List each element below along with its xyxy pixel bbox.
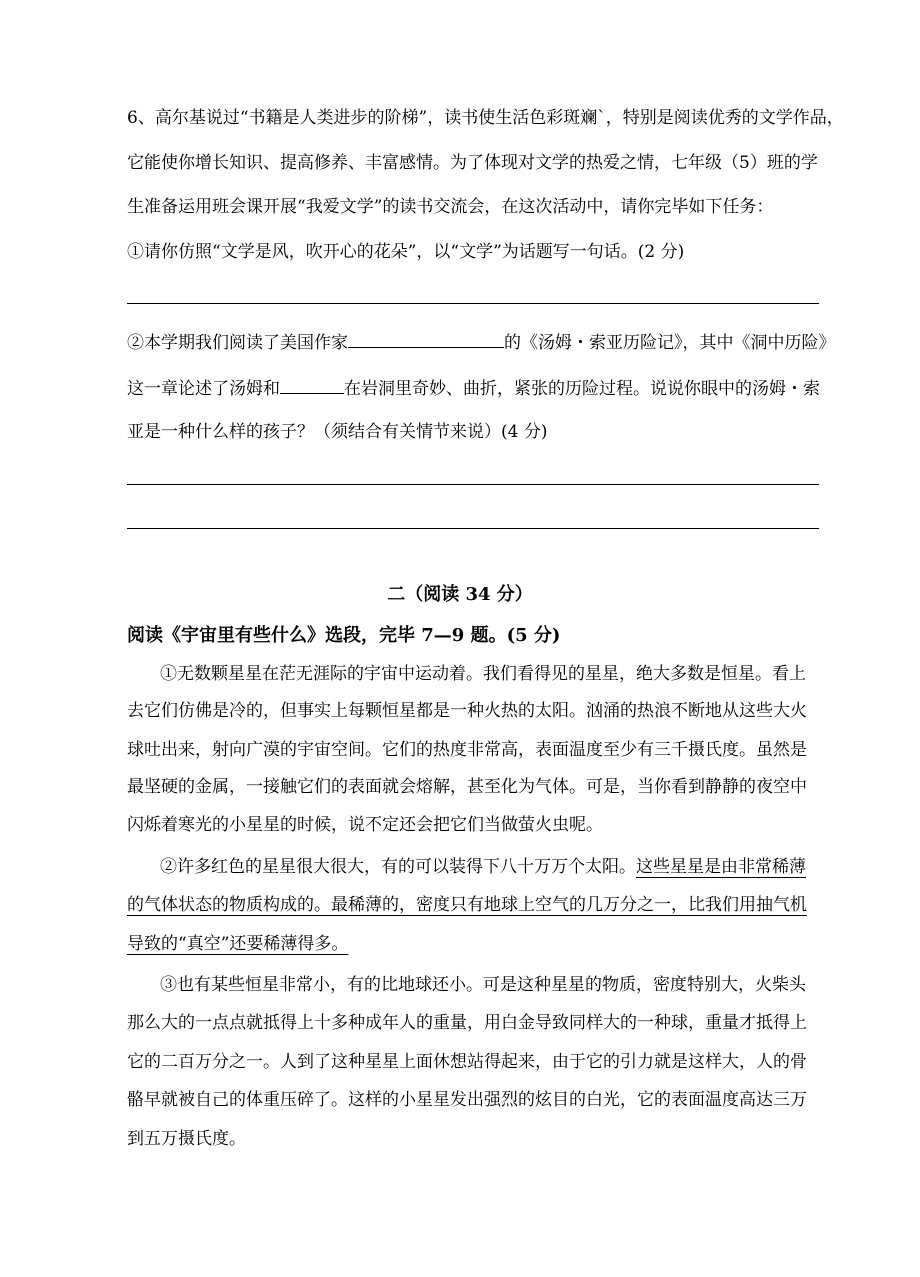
p1-line-5: 闪烁着寒光的小星星的时候，说不定还会把它们当做萤火虫呢。 [127,815,603,835]
q6-part2-text-c: 这一章论述了汤姆和 [127,379,280,399]
section-title: 二（阅读 34 分） [387,584,533,605]
q6-part2-line-1 [127,329,836,355]
p3-line-3: 它的二百万分之一。人到了这种星星上面休想站得起来，由于它的引力就是这样大，人的骨 [127,1052,807,1072]
q6-line-1: 6、高尔基说过“书籍是人类进步的阶梯”，读书使生活色彩斑斓`，特别是阅读优秀的文学作品， [127,108,844,128]
answer-line-3[interactable] [127,528,819,529]
p2-underlined-text-1: 这些星星是由非常稀薄 [636,857,806,877]
q6-part2-text-d: 在岩洞里奇妙、曲折，紧张的历险过程。说说你眼中的汤姆・索 [344,379,820,399]
author-blank[interactable] [348,329,504,348]
answer-line-2[interactable] [127,484,819,485]
q6-line-3: 生准备运用班会课开展“我爱文学”的读书交流会，在这次活动中，请你完毕如下任务： [127,197,774,217]
q6-part2-text-a: ②本学期我们阅读了美国作家 [127,333,348,353]
p2-underlined-text-2: 的气体状态的物质构成的。最稀薄的，密度只有地球上空气的几万分之一，比我们用抽气机 [127,895,807,915]
q6-line-2: 它能使你增长知识、提高修养、丰富感情。为了体现对文学的热爱之情，七年级（5）班的学 [127,153,818,173]
q6-part2-line-3: 亚是一种什么样的孩子？（须结合有关情节来说）(4 分) [127,422,548,442]
q6-part1-prompt: ①请你仿照“文学是风，吹开心的花朵”，以“文学”为话题写一句话。(2 分) [127,242,685,262]
answer-line-1[interactable] [127,303,819,304]
companion-blank[interactable] [280,375,344,394]
q6-part2-line-2 [127,375,820,401]
q6-part2-text-b: 的《汤姆・索亚历险记》，其中《洞中历险》 [504,333,836,353]
p3-line-5: 到五万摄氏度。 [127,1129,246,1149]
p1-line-3: 球吐出来，射向广漠的宇宙空间。它们的热度非常高，表面温度至少有三千摄氏度。虽然是 [127,740,807,760]
p1-line-2: 去它们仿佛是冷的，但事实上每颗恒星都是一种火热的太阳。汹涌的热浪不断地从这些大火 [127,701,807,721]
p1-line-4: 最坚硬的金属，一接触它们的表面就会熔解，甚至化为气体。可是，当你看到静静的夜空中 [127,777,807,797]
p3-line-1: ③也有某些恒星非常小，有的比地球还小。可是这种星星的物质，密度特别大，火柴头 [160,975,806,995]
p1-line-1: ①无数颗星星在茫无涯际的宇宙中运动着。我们看得见的星星，绝大多数是恒星。看上 [160,664,806,684]
p2-line-1 [160,855,806,879]
p3-line-4: 骼早就被自己的体重压碎了。这样的小星星发出强烈的炫目的白光，它的表面温度高达三万 [127,1090,807,1110]
reading-instruction: 阅读《宇宙里有些什么》选段，完毕 7—9 题。(5 分) [127,625,561,646]
p2-plain-text: ②许多红色的星星很大很大，有的可以装得下八十万万个太阳。 [160,857,636,877]
p2-underlined-text-3: 导致的“真空”还要稀薄得多。 [127,934,349,954]
p3-line-2: 那么大的一点点就抵得上十多种成年人的重量，用白金导致同样大的一种球，重量才抵得上 [127,1013,807,1033]
